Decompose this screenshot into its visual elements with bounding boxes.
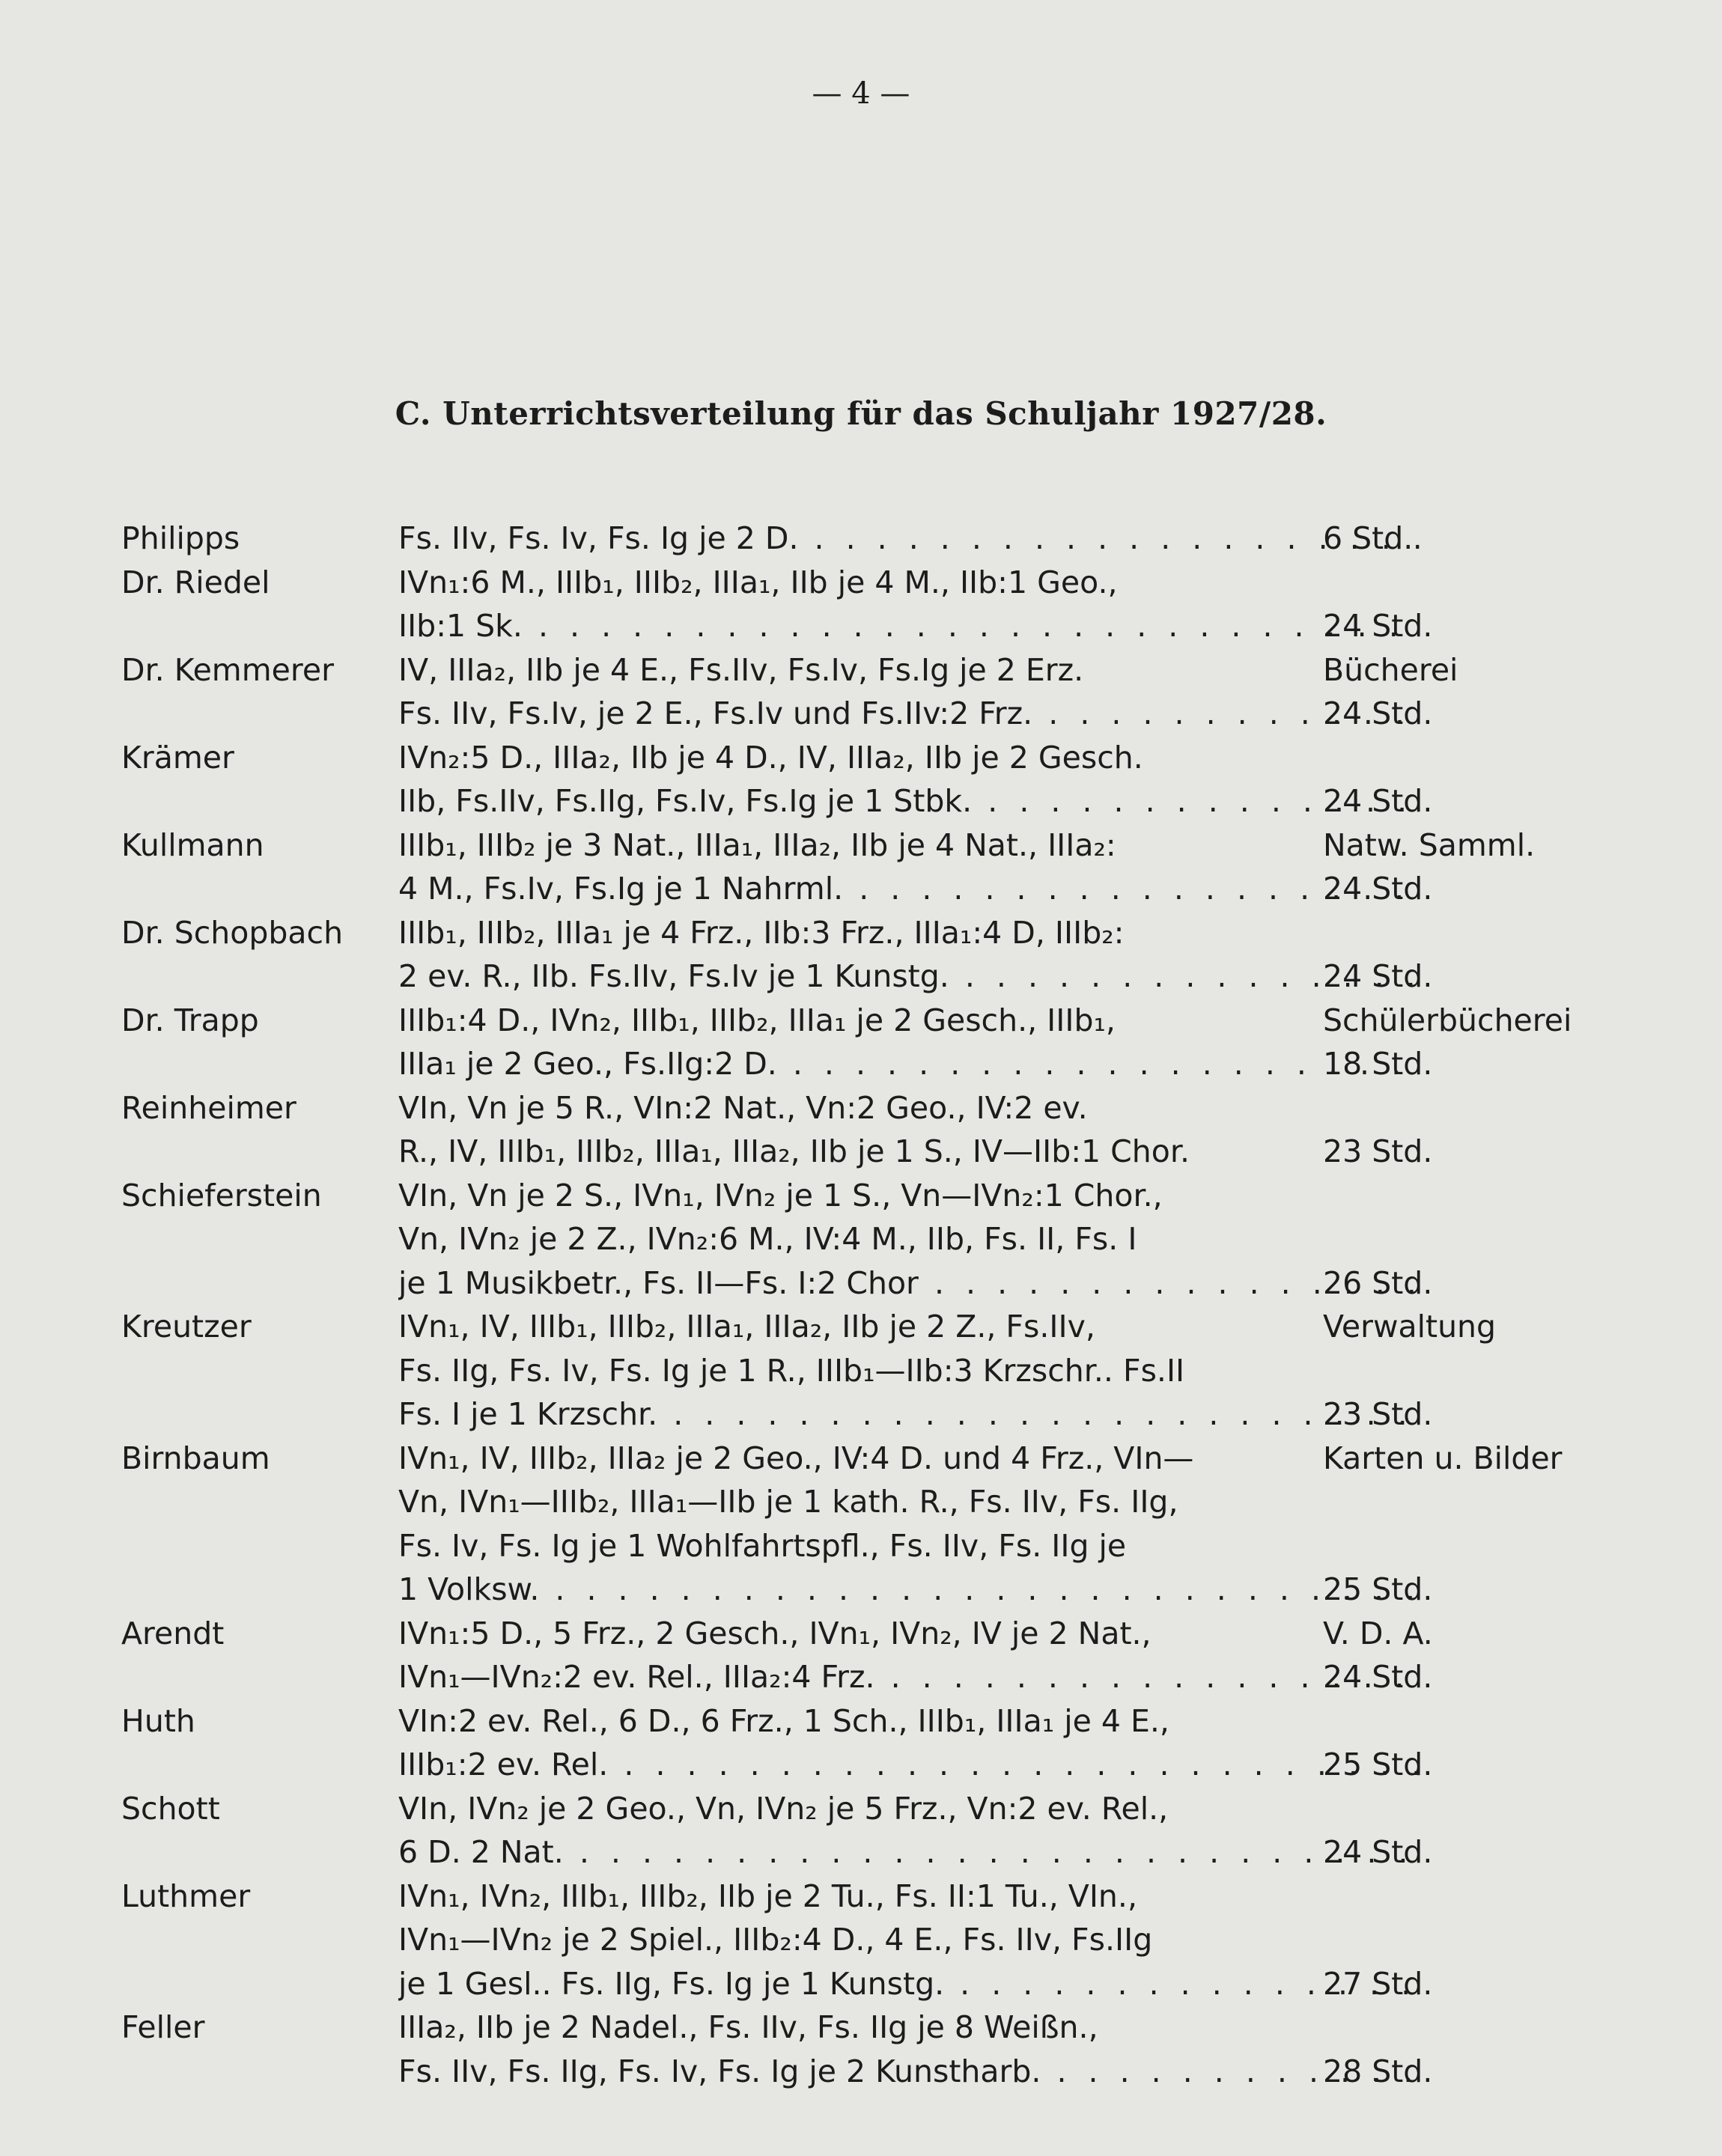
assignment-line [121, 2006, 1619, 2050]
assignment-line [121, 1349, 1619, 1393]
assignment-line [121, 1612, 1619, 1656]
assignment-line [121, 1261, 1619, 1306]
assignment-line [121, 823, 1619, 868]
assignment-text: IVn₁—IVn₂ je 2 Spiel., IIIb₂:4 D., 4 E., Fs. IIv, Fs.IIg [398, 1922, 1153, 1958]
side-note: Karten u. Bilder [1323, 1440, 1563, 1476]
side-note: 24 Std. [1323, 608, 1433, 644]
side-note: 28 Std. [1323, 2053, 1433, 2089]
teacher-name: Feller [121, 2009, 205, 2045]
staff-entry [121, 1437, 1619, 1612]
teacher-name: Schieferstein [121, 1177, 322, 1213]
assignment-text: IVn₁, IV, IIIb₂, IIIa₂ je 2 Geo., IV:4 D. und 4 Frz., VIn— [398, 1440, 1194, 1476]
assignment-text: IVn₂:5 D., IIIa₂, IIb je 4 D., IV, IIIa₂, IIb je 2 Gesch. [398, 739, 1143, 776]
assignment-text: IVn₁, IVn₂, IIIb₁, IIIb₂, IIb je 2 Tu., Fs. II:1 Tu., VIn., [398, 1878, 1137, 1914]
assignment-text: Vn, IVn₂ je 2 Z., IVn₂:6 M., IV:4 M., IIb, Fs. II, Fs. I [398, 1221, 1137, 1257]
assignment-text: IIIb₁:4 D., IVn₂, IIIb₁, IIIb₂, IIIa₁ je 2 Gesch., IIIb₁, [398, 1002, 1116, 1038]
staff-entry [121, 517, 1619, 561]
assignment-line [121, 1086, 1619, 1130]
teacher-name: Reinheimer [121, 1089, 296, 1126]
staff-entry [121, 1699, 1619, 1787]
side-note: Schülerbücherei [1323, 1002, 1572, 1038]
assignment-text: IVn₁, IV, IIIb₁, IIIb₂, IIIa₁, IIIa₂, IIb je 2 Z., Fs.IIv, [398, 1309, 1095, 1345]
side-note: 23 Std. [1323, 1133, 1433, 1169]
assignment-text: IVn₁—IVn₂:2 ev. Rel., IIIa₂:4 Frz. . . . [398, 1655, 1420, 1699]
staff-entry [121, 1787, 1619, 1875]
staff-entry [121, 1174, 1619, 1306]
assignment-line [121, 692, 1619, 736]
teacher-name: Luthmer [121, 1878, 251, 1914]
assignment-text: Fs. IIv, Fs. IIg, Fs. Iv, Fs. Ig je 2 Kunstharb. . . . [398, 2050, 1420, 2094]
teacher-name: Schott [121, 1790, 220, 1827]
assignment-text: Fs. I je 1 Krzschr. . . . [398, 1392, 1420, 1437]
side-note: Natw. Samml. [1323, 826, 1536, 863]
teacher-name: Krämer [121, 739, 234, 776]
staff-list [121, 517, 1619, 2093]
assignment-line [121, 517, 1619, 561]
assignment-line [121, 911, 1619, 955]
staff-entry [121, 1612, 1619, 1699]
assignment-line [121, 1480, 1619, 1524]
staff-entry [121, 911, 1619, 999]
assignment-text: IIIa₂, IIb je 2 Nadel., Fs. IIv, Fs. IIg je 8 Weißn., [398, 2009, 1098, 2045]
assignment-text: je 1 Gesl.. Fs. IIg, Fs. Ig je 1 Kunstg. . . . [398, 1962, 1420, 2006]
assignment-text: Fs. Iv, Fs. Ig je 1 Wohlfahrtspfl., Fs. IIv, Fs. IIg je [398, 1527, 1127, 1564]
teacher-name: Dr. Schopbach [121, 914, 344, 951]
side-note: 24 Std. [1323, 1659, 1433, 1695]
assignment-line [121, 1042, 1619, 1086]
teacher-name: Dr. Trapp [121, 1002, 259, 1038]
assignment-text: IIIb₁:2 ev. Rel. . . . [398, 1743, 1420, 1787]
assignment-text: 4 M., Fs.Iv, Fs.Ig je 1 Nahrml. . . . [398, 867, 1420, 911]
teacher-name: Huth [121, 1702, 195, 1739]
staff-entry [121, 1305, 1619, 1437]
assignment-line [121, 1830, 1619, 1875]
side-note: Verwaltung [1323, 1309, 1497, 1345]
side-note: 26 Std. [1323, 1264, 1433, 1301]
assignment-line [121, 561, 1619, 605]
assignment-line [121, 1962, 1619, 2006]
assignment-line [121, 1918, 1619, 1962]
assignment-line [121, 954, 1619, 999]
side-note: 18 Std. [1323, 1046, 1433, 1082]
teacher-name: Arendt [121, 1615, 225, 1651]
assignment-text: IIIb₁, IIIb₂ je 3 Nat., IIIa₁, IIIa₂, IIb je 4 Nat., IIIa₂: [398, 826, 1116, 863]
assignment-text: IVn₁:5 D., 5 Frz., 2 Gesch., IVn₁, IVn₂, IV je 2 Nat., [398, 1615, 1151, 1651]
assignment-text: VIn, Vn je 5 R., VIn:2 Nat., Vn:2 Geo., IV:2 ev. [398, 1089, 1088, 1126]
assignment-line [121, 1217, 1619, 1261]
assignment-line [121, 736, 1619, 780]
side-note: 24 Std. [1323, 871, 1433, 907]
assignment-text: VIn:2 ev. Rel., 6 D., 6 Frz., 1 Sch., IIIb₁, IIIa₁ je 4 E., [398, 1702, 1169, 1739]
assignment-line [121, 1787, 1619, 1831]
assignment-text: 6 D. 2 Nat. . . . [398, 1830, 1420, 1875]
assignment-line [121, 867, 1619, 911]
teacher-name: Dr. Riedel [121, 564, 270, 600]
assignment-line [121, 1305, 1619, 1349]
assignment-line [121, 1524, 1619, 1568]
assignment-line [121, 604, 1619, 648]
assignment-line [121, 1437, 1619, 1481]
assignment-text: IIIa₁ je 2 Geo., Fs.IIg:2 D. . . . [398, 1042, 1420, 1086]
assignment-text: VIn, IVn₂ je 2 Geo., Vn, IVn₂ je 5 Frz., Vn:2 ev. Rel., [398, 1790, 1169, 1827]
assignment-line [121, 1392, 1619, 1437]
assignment-text: Fs. IIv, Fs. Iv, Fs. Ig je 2 D. . . . [398, 517, 1420, 561]
assignment-line [121, 1130, 1619, 1174]
page-number: — 4 — [812, 76, 910, 111]
assignment-text: je 1 Musikbetr., Fs. II—Fs. I:2 Chor . . . [398, 1261, 1420, 1306]
assignment-text: IVn₁:6 M., IIIb₁, IIIb₂, IIIa₁, IIb je 4 M., IIb:1 Geo., [398, 564, 1118, 600]
staff-entry [121, 2006, 1619, 2093]
assignment-text: Vn, IVn₁—IIIb₂, IIIa₁—IIb je 1 kath. R., Fs. IIv, Fs. IIg, [398, 1484, 1178, 1520]
side-note: 27 Std. [1323, 1965, 1433, 2002]
assignment-line [121, 779, 1619, 823]
side-note: 24 Std. [1323, 958, 1433, 994]
side-note: 24 Std. [1323, 783, 1433, 819]
assignment-line [121, 2050, 1619, 2094]
teacher-name: Kreutzer [121, 1309, 252, 1345]
assignment-text: Fs. IIg, Fs. Iv, Fs. Ig je 1 R., IIIb₁—IIb:3 Krzschr.. Fs.II [398, 1352, 1185, 1389]
assignment-line [121, 1743, 1619, 1787]
staff-entry [121, 1086, 1619, 1174]
side-note: V. D. A. [1323, 1615, 1433, 1651]
staff-entry [121, 1875, 1619, 2006]
assignment-line [121, 1875, 1619, 1919]
staff-entry [121, 999, 1619, 1086]
side-note: 23 Std. [1323, 1396, 1433, 1432]
teacher-name: Philipps [121, 520, 240, 556]
side-note: 6 Std. [1323, 520, 1414, 556]
side-note: 25 Std. [1323, 1747, 1433, 1782]
assignment-text: 1 Volksw. . . . [398, 1568, 1420, 1612]
assignment-text: R., IV, IIIb₁, IIIb₂, IIIa₁, IIIa₂, IIb je 1 S., IV—IIb:1 Chor. [398, 1133, 1190, 1169]
assignment-text: IV, IIIa₂, IIb je 4 E., Fs.IIv, Fs.Iv, Fs.Ig je 2 Erz. [398, 651, 1084, 688]
side-note: 25 Std. [1323, 1571, 1433, 1607]
staff-entry [121, 648, 1619, 736]
assignment-line [121, 1699, 1619, 1744]
staff-entry [121, 736, 1619, 823]
assignment-line [121, 1174, 1619, 1218]
side-note: 24 Std. [1323, 1834, 1433, 1870]
side-note: 24 Std. [1323, 695, 1433, 731]
side-note: Bücherei [1323, 651, 1458, 688]
staff-entry [121, 823, 1619, 911]
assignment-text: Fs. IIv, Fs.Iv, je 2 E., Fs.Iv und Fs.IIv:2 Frz. . . . [398, 692, 1420, 736]
assignment-text: IIb:1 Sk. . . . [398, 604, 1420, 648]
teacher-name: Birnbaum [121, 1440, 270, 1476]
assignment-line [121, 1655, 1619, 1699]
assignment-line [121, 648, 1619, 692]
assignment-text: 2 ev. R., IIb. Fs.IIv, Fs.Iv je 1 Kunstg. . . . [398, 954, 1420, 999]
teacher-name: Kullmann [121, 826, 264, 863]
assignment-line [121, 1568, 1619, 1612]
assignment-text: IIb, Fs.IIv, Fs.IIg, Fs.Iv, Fs.Ig je 1 Stbk. . . . [398, 779, 1420, 823]
teacher-name: Dr. Kemmerer [121, 651, 334, 688]
section-heading: C. Unterrichtsverteilung für das Schuljahr 1927/28. [395, 395, 1327, 432]
assignment-text: IIIb₁, IIIb₂, IIIa₁ je 4 Frz., IIb:3 Frz., IIIa₁:4 D, IIIb₂: [398, 914, 1125, 951]
assignment-line [121, 999, 1619, 1043]
assignment-text: VIn, Vn je 2 S., IVn₁, IVn₂ je 1 S., Vn—IVn₂:1 Chor., [398, 1177, 1163, 1213]
staff-entry [121, 561, 1619, 648]
